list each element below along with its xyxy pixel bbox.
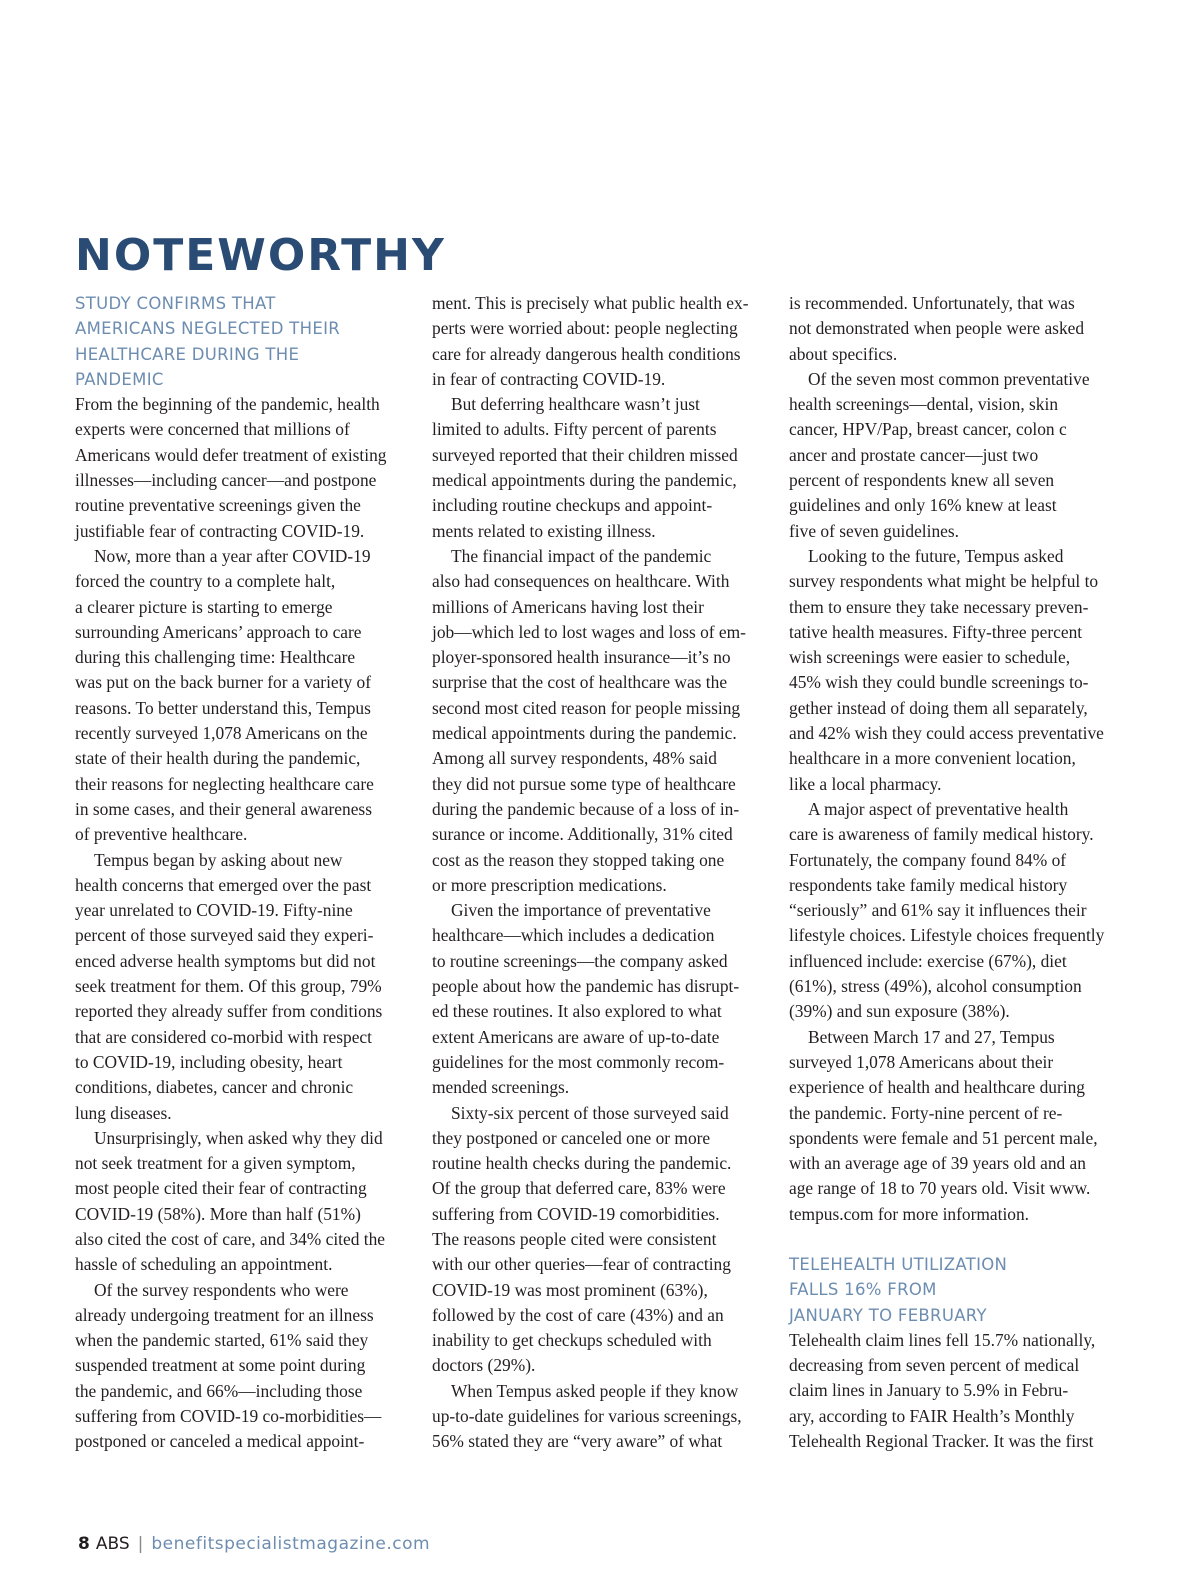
text-line: Of the group that deferred care, 83% were bbox=[432, 1178, 726, 1199]
text-line: care for already dangerous health conditions bbox=[432, 343, 741, 364]
text-line: medical appointments during the pandemic. bbox=[432, 723, 737, 744]
column-1 bbox=[75, 291, 415, 1455]
text-line: limited to adults. Fifty percent of parents bbox=[432, 419, 717, 440]
text-line: hassle of scheduling an appointment. bbox=[75, 1254, 333, 1275]
text-line: surveyed 1,078 Americans about their bbox=[789, 1051, 1054, 1072]
text-line: most people cited their fear of contracting bbox=[75, 1178, 367, 1199]
paragraph bbox=[789, 367, 1129, 544]
page-footer bbox=[78, 1530, 430, 1558]
text-line: Sixty-six percent of those surveyed said bbox=[451, 1102, 729, 1123]
paragraph bbox=[75, 392, 415, 544]
text-line: suffering from COVID-19 comorbidities. bbox=[432, 1203, 720, 1224]
headline-line: FALLS 16% FROM bbox=[789, 1280, 937, 1300]
text-line: The reasons people cited were consistent bbox=[432, 1228, 717, 1249]
text-line: age range of 18 to 70 years old. Visit www. bbox=[789, 1178, 1091, 1199]
text-line: also cited the cost of care, and 34% cited the bbox=[75, 1228, 386, 1249]
paragraph bbox=[432, 898, 772, 1100]
text-line: surrounding Americans’ approach to care bbox=[75, 621, 362, 642]
paragraph bbox=[75, 1126, 415, 1278]
text-line: healthcare—which includes a dedication bbox=[432, 925, 715, 946]
text-line: Of the survey respondents who were bbox=[94, 1279, 349, 1300]
text-line: (61%), stress (49%), alcohol consumption bbox=[789, 976, 1082, 997]
text-line: in fear of contracting COVID-19. bbox=[432, 368, 666, 389]
text-line: with our other queries—fear of contracting bbox=[432, 1254, 731, 1275]
paragraph bbox=[789, 544, 1129, 797]
text-line: Fortunately, the company found 84% of bbox=[789, 849, 1067, 870]
text-line: tative health measures. Fifty-three percent bbox=[789, 621, 1083, 642]
text-line: inability to get checkups scheduled with bbox=[432, 1330, 712, 1351]
text-line: the pandemic, and 66%—including those bbox=[75, 1380, 363, 1401]
text-line: forced the country to a complete halt, bbox=[75, 571, 336, 592]
text-line: with an average age of 39 years old and an bbox=[789, 1153, 1086, 1174]
text-line: Telehealth claim lines fell 15.7% nationally, bbox=[789, 1329, 1096, 1350]
text-line: recently surveyed 1,078 Americans on the bbox=[75, 723, 368, 744]
headline-line: PANDEMIC bbox=[75, 369, 164, 389]
text-line: them to ensure they take necessary preven- bbox=[789, 596, 1089, 617]
text-line: When Tempus asked people if they know bbox=[451, 1380, 739, 1401]
paragraph bbox=[432, 291, 772, 392]
paragraph bbox=[789, 1025, 1129, 1227]
text-line: job—which led to lost wages and loss of em- bbox=[432, 621, 746, 642]
text-line: lung diseases. bbox=[75, 1102, 172, 1123]
text-line: Among all survey respondents, 48% said bbox=[432, 748, 717, 769]
text-line: experts were concerned that millions of bbox=[75, 419, 350, 440]
text-line: the pandemic. Forty-nine percent of re- bbox=[789, 1102, 1063, 1123]
text-line: extent Americans are aware of up-to-date bbox=[432, 1026, 720, 1047]
text-line: ment. This is precisely what public health ex- bbox=[432, 293, 749, 313]
website-link[interactable]: benefitspecialistmagazine.com bbox=[151, 1534, 431, 1554]
paragraph bbox=[432, 1379, 772, 1455]
page-number: 8 bbox=[78, 1534, 90, 1554]
text-line: second most cited reason for people missing bbox=[432, 697, 741, 718]
text-line: enced adverse health symptoms but did not bbox=[75, 950, 376, 971]
text-line: healthcare in a more convenient location, bbox=[789, 748, 1076, 769]
text-line: or more prescription medications. bbox=[432, 874, 667, 895]
text-line: claim lines in January to 5.9% in Febru- bbox=[789, 1380, 1069, 1401]
headline-line: AMERICANS NEGLECTED THEIR bbox=[75, 319, 341, 339]
text-line: surance or income. Additionally, 31% cited bbox=[432, 824, 733, 845]
text-line: reported they already suffer from conditions bbox=[75, 1001, 383, 1022]
text-line: that are considered co-morbid with respect bbox=[75, 1026, 372, 1047]
text-line: doctors (29%). bbox=[432, 1355, 536, 1376]
text-line: spondents were female and 51 percent male, bbox=[789, 1127, 1098, 1148]
column-2-body bbox=[432, 291, 772, 1455]
text-line: But deferring healthcare wasn’t just bbox=[451, 394, 700, 415]
text-line: year unrelated to COVID-19. Fifty-nine bbox=[75, 900, 353, 921]
text-line: health screenings—dental, vision, skin bbox=[789, 394, 1059, 415]
text-line: routine preventative screenings given the bbox=[75, 495, 361, 516]
text-line: a clearer picture is starting to emerge bbox=[75, 596, 333, 617]
text-line: was put on the back burner for a variety of bbox=[75, 672, 372, 693]
headline-line: TELEHEALTH UTILIZATION bbox=[789, 1254, 1008, 1274]
text-line: The financial impact of the pandemic bbox=[451, 545, 712, 566]
text-line: mended screenings. bbox=[432, 1077, 570, 1098]
text-line: also had consequences on healthcare. With bbox=[432, 571, 730, 592]
text-line: surveyed reported that their children missed bbox=[432, 444, 738, 465]
paragraph bbox=[789, 291, 1129, 367]
text-line: cancer, HPV/Pap, breast cancer, colon c bbox=[789, 419, 1067, 440]
paragraph bbox=[432, 544, 772, 898]
text-line: gether instead of doing them all separately, bbox=[789, 697, 1088, 718]
text-line: and 42% wish they could access preventative bbox=[789, 723, 1104, 744]
text-line: medical appointments during the pandemic, bbox=[432, 470, 737, 491]
text-line: state of their health during the pandemic, bbox=[75, 748, 361, 769]
text-line: during the pandemic because of a loss of in- bbox=[432, 798, 740, 819]
text-line: people about how the pandemic has disrupt- bbox=[432, 976, 740, 997]
text-line: is recommended. Unfortunately, that was bbox=[789, 293, 1075, 313]
column-1-body bbox=[75, 392, 415, 1454]
text-line: cost as the reason they stopped taking one bbox=[432, 849, 725, 870]
text-line: respondents take family medical history bbox=[789, 874, 1068, 895]
text-line: “seriously” and 61% say it influences their bbox=[789, 900, 1087, 921]
text-line: suffering from COVID-19 co-morbidities— bbox=[75, 1406, 382, 1427]
text-line: percent of those surveyed said they experi- bbox=[75, 925, 374, 946]
text-line: COVID-19 (58%). More than half (51%) bbox=[75, 1203, 361, 1224]
text-line: illnesses—including cancer—and postpone bbox=[75, 470, 377, 491]
text-line: Looking to the future, Tempus asked bbox=[808, 545, 1064, 566]
text-line: Tempus began by asking about new bbox=[94, 849, 343, 870]
text-line: Telehealth Regional Tracker. It was the first bbox=[789, 1431, 1094, 1452]
article2-headline bbox=[789, 1252, 1129, 1328]
text-line: Unsurprisingly, when asked why they did bbox=[94, 1127, 383, 1148]
text-line: ments related to existing illness. bbox=[432, 520, 656, 541]
text-line: COVID-19 was most prominent (63%), bbox=[432, 1279, 708, 1300]
text-line: not seek treatment for a given symptom, bbox=[75, 1153, 356, 1174]
footer-separator: | bbox=[137, 1534, 144, 1554]
text-line: already undergoing treatment for an illness bbox=[75, 1304, 374, 1325]
paragraph bbox=[75, 1278, 415, 1455]
text-line: Now, more than a year after COVID-19 bbox=[94, 545, 371, 566]
text-line: tempus.com for more information. bbox=[789, 1203, 1030, 1224]
text-line: about specifics. bbox=[789, 343, 898, 364]
text-line: like a local pharmacy. bbox=[789, 773, 942, 794]
text-line: suspended treatment at some point during bbox=[75, 1355, 366, 1376]
headline-line: JANUARY TO FEBRUARY bbox=[789, 1305, 987, 1325]
section-title: NOTEWORTHY bbox=[75, 230, 446, 281]
text-line: survey respondents what might be helpful to bbox=[789, 571, 1099, 592]
paragraph bbox=[432, 1101, 772, 1379]
text-line: postponed or canceled a medical appoint- bbox=[75, 1431, 365, 1452]
text-line: Americans would defer treatment of existing bbox=[75, 444, 387, 465]
text-line: wish screenings were easier to schedule, bbox=[789, 647, 1071, 668]
text-line: during this challenging time: Healthcare bbox=[75, 647, 356, 668]
article2-body bbox=[789, 1328, 1129, 1454]
text-line: they postponed or canceled one or more bbox=[432, 1127, 711, 1148]
headline-line: HEALTHCARE DURING THE bbox=[75, 344, 300, 364]
headline-line: STUDY CONFIRMS THAT bbox=[75, 294, 276, 313]
text-line: A major aspect of preventative health bbox=[808, 798, 1069, 819]
text-line: ployer-sponsored health insurance—it’s no bbox=[432, 647, 731, 668]
text-line: including routine checkups and appoint- bbox=[432, 495, 713, 516]
text-line: Given the importance of preventative bbox=[451, 900, 711, 921]
text-line: percent of respondents knew all seven bbox=[789, 470, 1055, 491]
text-line: 56% stated they are “very aware” of what bbox=[432, 1431, 723, 1452]
text-line: ancer and prostate cancer—just two bbox=[789, 444, 1039, 465]
column-3 bbox=[789, 291, 1129, 1454]
text-line: seek treatment for them. Of this group, 79% bbox=[75, 976, 382, 997]
paragraph bbox=[75, 544, 415, 848]
text-line: to COVID-19, including obesity, heart bbox=[75, 1051, 343, 1072]
text-line: health concerns that emerged over the past bbox=[75, 874, 372, 895]
paragraph bbox=[75, 848, 415, 1126]
text-line: reasons. To better understand this, Tempus bbox=[75, 697, 371, 718]
text-line: up-to-date guidelines for various screenings, bbox=[432, 1406, 742, 1427]
text-line: they did not pursue some type of healthcare bbox=[432, 773, 736, 794]
text-line: guidelines and only 16% knew at least bbox=[789, 495, 1057, 516]
text-line: ary, according to FAIR Health’s Monthly bbox=[789, 1405, 1075, 1426]
text-line: care is awareness of family medical history. bbox=[789, 824, 1094, 845]
text-line: Between March 17 and 27, Tempus bbox=[808, 1026, 1055, 1047]
text-line: influenced include: exercise (67%), diet bbox=[789, 950, 1067, 971]
text-line: in some cases, and their general awareness bbox=[75, 798, 372, 819]
text-line: conditions, diabetes, cancer and chronic bbox=[75, 1077, 354, 1098]
text-line: 45% wish they could bundle screenings to- bbox=[789, 672, 1089, 693]
text-line: when the pandemic started, 61% said they bbox=[75, 1330, 369, 1351]
section-gap bbox=[789, 1227, 1129, 1252]
column-2 bbox=[432, 291, 772, 1455]
text-line: (39%) and sun exposure (38%). bbox=[789, 1001, 1010, 1022]
text-line: decreasing from seven percent of medical bbox=[789, 1355, 1080, 1376]
text-line: ed these routines. It also explored to what bbox=[432, 1001, 722, 1022]
text-line: routine health checks during the pandemic. bbox=[432, 1153, 732, 1174]
text-line: Of the seven most common preventative bbox=[808, 368, 1090, 389]
text-line: not demonstrated when people were asked bbox=[789, 318, 1085, 339]
text-line: From the beginning of the pandemic, health bbox=[75, 394, 380, 415]
text-line: perts were worried about: people neglecting bbox=[432, 318, 738, 339]
article1-headline bbox=[75, 291, 415, 392]
text-line: surprise that the cost of healthcare was the bbox=[432, 672, 728, 693]
text-line: justifiable fear of contracting COVID-19. bbox=[75, 520, 365, 541]
text-line: their reasons for neglecting healthcare care bbox=[75, 773, 374, 794]
paragraph bbox=[789, 797, 1129, 1025]
text-line: followed by the cost of care (43%) and an bbox=[432, 1304, 724, 1325]
paragraph bbox=[432, 392, 772, 544]
text-line: lifestyle choices. Lifestyle choices frequently bbox=[789, 925, 1105, 946]
text-line: experience of health and healthcare during bbox=[789, 1077, 1085, 1098]
publication-name: ABS bbox=[95, 1534, 130, 1554]
text-line: millions of Americans having lost their bbox=[432, 596, 704, 617]
paragraph bbox=[789, 1328, 1129, 1454]
column-3-body bbox=[789, 291, 1129, 1227]
text-line: to routine screenings—the company asked bbox=[432, 950, 728, 971]
text-line: guidelines for the most commonly recom- bbox=[432, 1051, 725, 1072]
text-line: five of seven guidelines. bbox=[789, 520, 959, 541]
text-line: of preventive healthcare. bbox=[75, 824, 248, 845]
